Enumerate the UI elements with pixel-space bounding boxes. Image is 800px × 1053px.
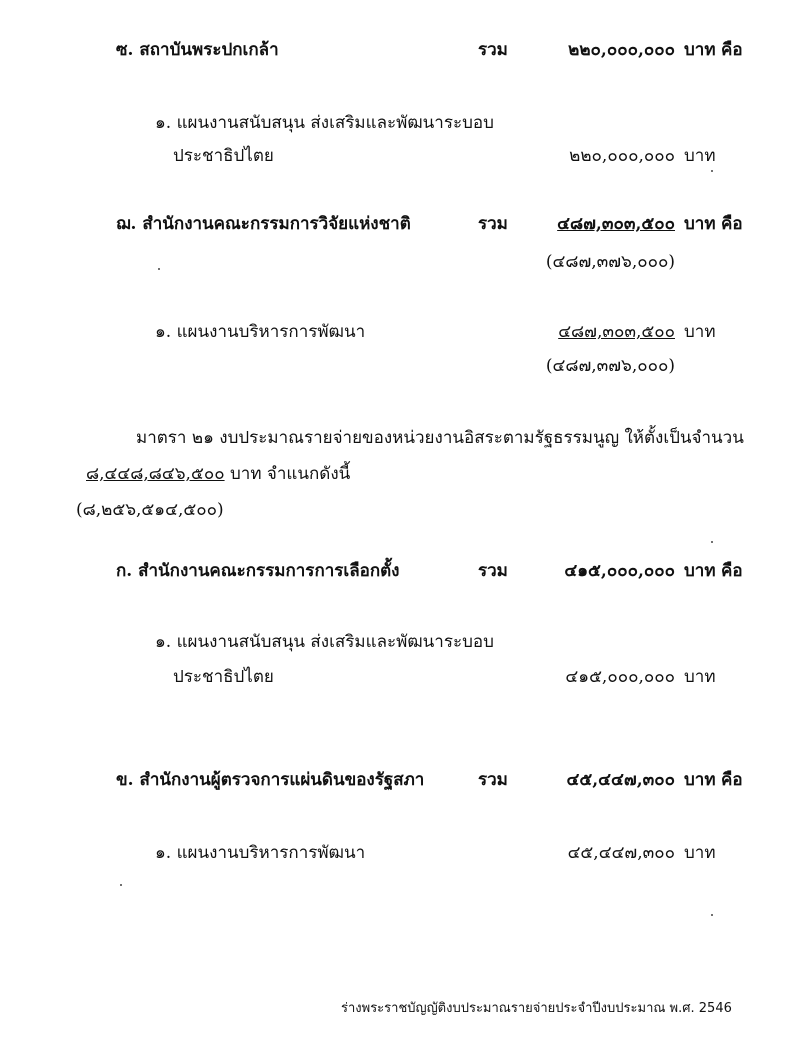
page-footer: ร่างพระราชบัญญัติงบประมาณรายจ่ายประจำปีงบประมาณ พ.ศ. 2546 xyxy=(341,1001,732,1016)
section-unit-nor: บาท xyxy=(684,214,716,234)
section-suffix-nor: คือ xyxy=(721,214,743,234)
section-amount-nor: ๔๘๗,๓๐๓,๕๐๐ xyxy=(557,214,675,234)
article-line1: มาตรา ๒๑ งบประมาณรายจ่ายของหน่วยงานอิสระตามรัฐธรรมนูญ ให้ตั้งเป็นจำนวน xyxy=(136,428,744,448)
article-line2 xyxy=(86,466,350,483)
plan-unit-sor: บาท xyxy=(684,146,716,166)
section-title-kor: ก. สำนักงานคณะกรรมการการเลือกตั้ง xyxy=(116,561,400,581)
plan-line2-sor: ประชาธิปไตย xyxy=(173,146,274,166)
plan-unit-nor: บาท xyxy=(684,322,716,342)
scan-speck xyxy=(120,884,122,886)
section-total-label-khor: รวม xyxy=(478,770,508,790)
section-amount-kor: ๔๑๕,๐๐๐,๐๐๐ xyxy=(564,561,675,581)
article-after-amount: บาท จำแนกดังนี้ xyxy=(224,464,351,484)
section-unit-kor: บาท xyxy=(684,561,716,581)
section-title-nor: ฌ. สำนักงานคณะกรรมการวิจัยแห่งชาติ xyxy=(116,214,411,234)
article-amount: ๘,๔๔๘,๘๔๖,๕๐๐ xyxy=(86,464,225,484)
section-suffix-sor: คือ xyxy=(721,40,743,60)
plan-line1-nor: ๑. แผนงานบริหารการพัฒนา xyxy=(155,322,366,342)
plan-prev-amount-nor: (๔๘๗,๓๗๖,๐๐๐) xyxy=(545,356,675,376)
plan-line1-khor: ๑. แผนงานบริหารการพัฒนา xyxy=(155,843,366,863)
section-title-khor: ข. สำนักงานผู้ตรวจการแผ่นดินของรัฐสภา xyxy=(116,770,425,790)
plan-amount-sor: ๒๒๐,๐๐๐,๐๐๐ xyxy=(569,146,675,166)
plan-amount-nor: ๔๘๗,๓๐๓,๕๐๐ xyxy=(558,322,675,342)
plan-line1-kor: ๑. แผนงานสนับสนุน ส่งเสริมและพัฒนาระบอบ xyxy=(155,632,494,652)
section-suffix-khor: คือ xyxy=(721,770,743,790)
plan-unit-kor: บาท xyxy=(684,667,716,687)
scan-speck xyxy=(711,541,713,543)
section-unit-sor: บาท xyxy=(684,40,716,60)
plan-line2-kor: ประชาธิปไตย xyxy=(173,667,274,687)
article-prev-amount: (๘,๒๕๖,๕๑๔,๕๐๐) xyxy=(76,500,224,520)
section-amount-khor: ๔๕,๔๔๗,๓๐๐ xyxy=(566,770,675,790)
section-title-sor: ซ. สถาบันพระปกเกล้า xyxy=(116,40,279,60)
section-suffix-kor: คือ xyxy=(721,561,743,581)
plan-amount-kor: ๔๑๕,๐๐๐,๐๐๐ xyxy=(565,667,675,687)
section-total-label-kor: รวม xyxy=(478,561,508,581)
plan-unit-khor: บาท xyxy=(684,843,716,863)
scan-speck xyxy=(158,268,160,270)
section-amount-sor: ๒๒๐,๐๐๐,๐๐๐ xyxy=(568,40,675,60)
section-prev-amount-nor: (๔๘๗,๓๗๖,๐๐๐) xyxy=(545,252,675,272)
section-total-label-nor: รวม xyxy=(478,214,508,234)
scan-speck xyxy=(711,914,713,916)
plan-amount-khor: ๔๕,๔๔๗,๓๐๐ xyxy=(567,843,675,863)
plan-line1-sor: ๑. แผนงานสนับสนุน ส่งเสริมและพัฒนาระบอบ xyxy=(155,113,494,133)
scan-speck xyxy=(711,170,713,172)
section-unit-khor: บาท xyxy=(684,770,716,790)
section-total-label-sor: รวม xyxy=(478,40,508,60)
